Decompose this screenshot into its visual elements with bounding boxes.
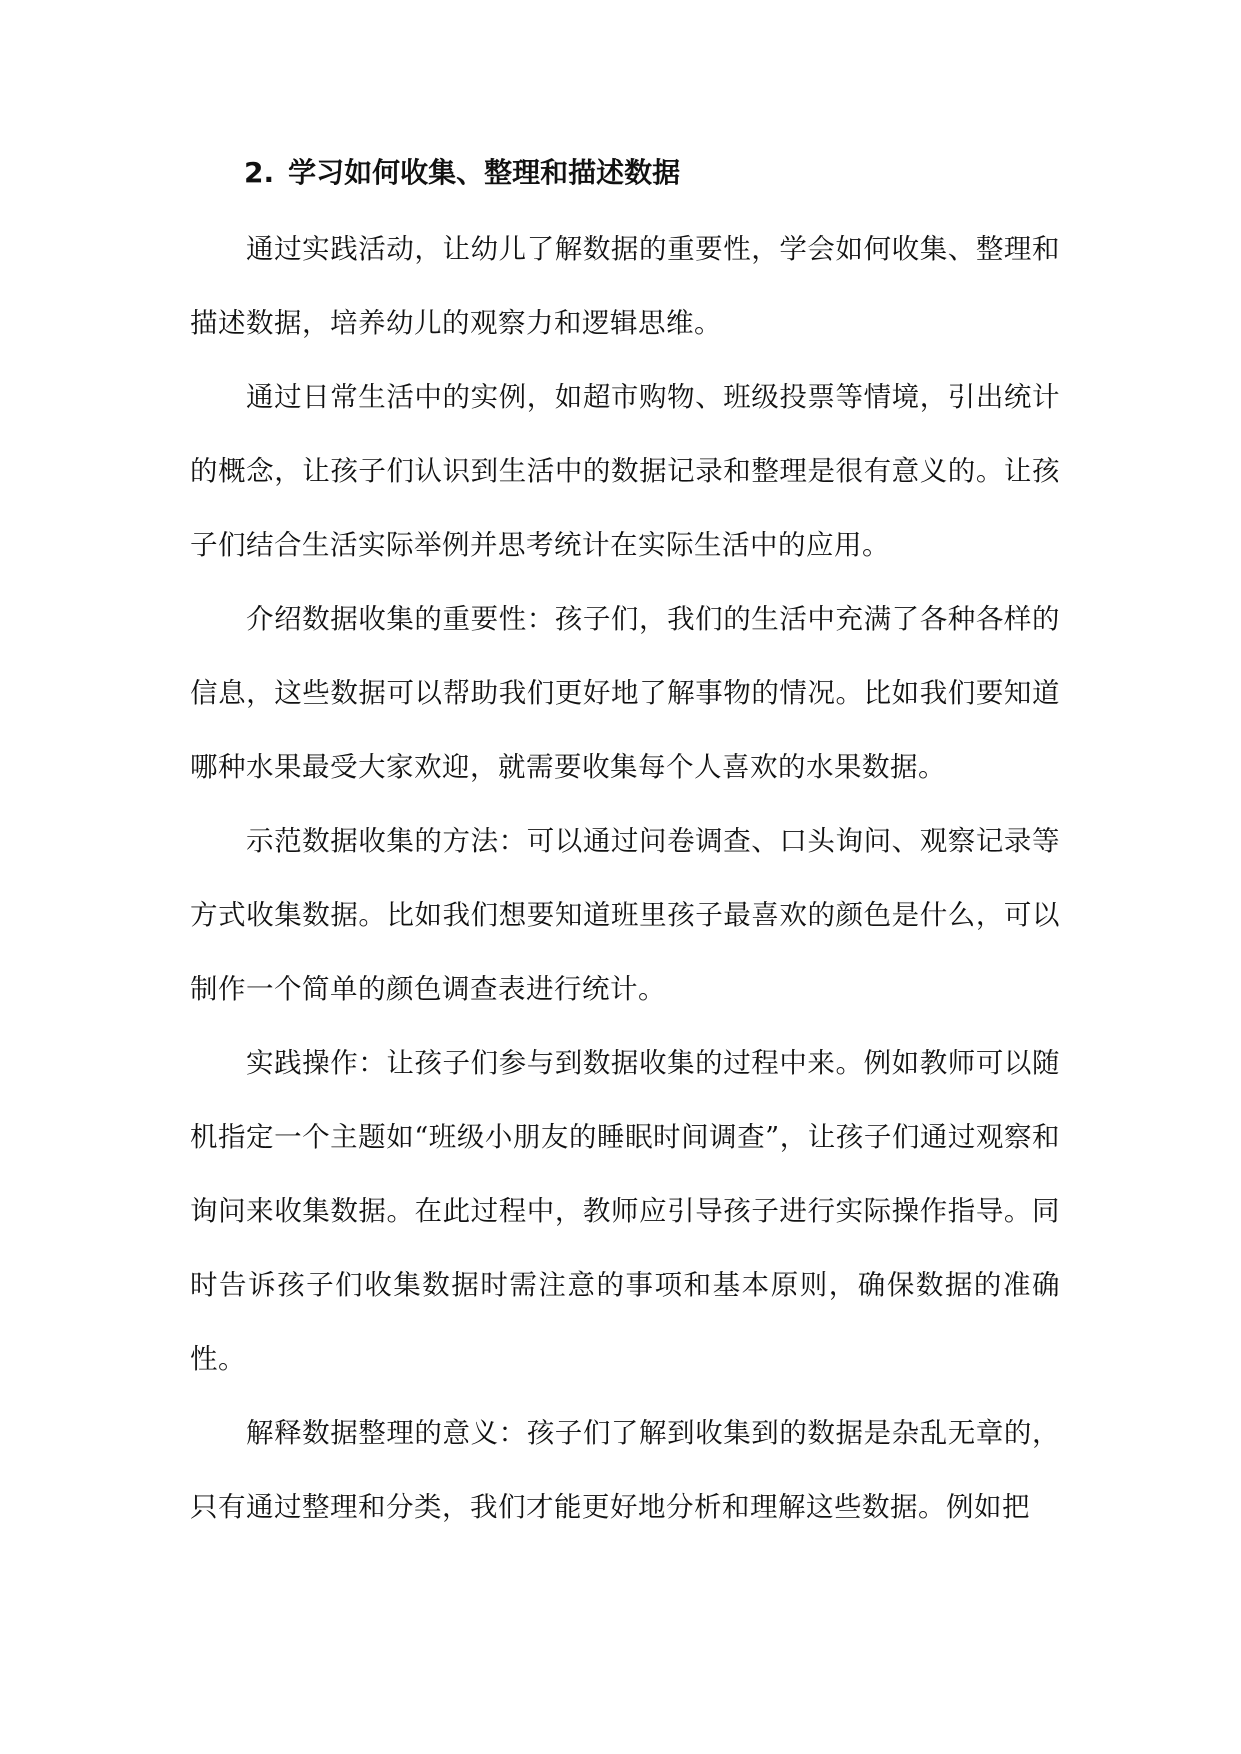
paragraph-collection-importance: 介绍数据收集的重要性：孩子们，我们的生活中充满了各种各样的信息，这些数据可以帮助我们更好地了解事物的情况。比如我们要知道哪种水果最受大家欢迎，就需要收集每个人喜欢的水果数据。 bbox=[190, 603, 1060, 783]
paragraph-practice: 实践操作：让孩子们参与到数据收集的过程中来。例如教师可以随机指定一个主题如“班级小朋友的睡眠时间调查”，让孩子们通过观察和询问来收集数据。在此过程中，教师应引导孩子进行实际操作指导。同时告诉孩子们收集数据时需注意的事项和基本原则，确保数据的准确性。 bbox=[190, 1047, 1060, 1375]
section-heading bbox=[190, 140, 1060, 206]
document-body bbox=[190, 140, 1060, 1544]
paragraph-intro: 通过实践活动，让幼儿了解数据的重要性，学会如何收集、整理和描述数据，培养幼儿的观察力和逻辑思维。 bbox=[190, 233, 1060, 339]
paragraph-organizing-meaning: 解释数据整理的意义：孩子们了解到收集到的数据是杂乱无章的，只有通过整理和分类，我们才能更好地分析和理解这些数据。例如把 bbox=[190, 1417, 1060, 1523]
section-title: 学习如何收集、整理和描述数据 bbox=[288, 156, 681, 189]
section-number: 2. bbox=[244, 156, 275, 189]
paragraph-collection-methods: 示范数据收集的方法：可以通过问卷调查、口头询问、观察记录等方式收集数据。比如我们想要知道班里孩子最喜欢的颜色是什么，可以制作一个简单的颜色调查表进行统计。 bbox=[190, 825, 1060, 1005]
paragraph-daily-examples: 通过日常生活中的实例，如超市购物、班级投票等情境，引出统计的概念，让孩子们认识到生活中的数据记录和整理是很有意义的。让孩子们结合生活实际举例并思考统计在实际生活中的应用。 bbox=[190, 381, 1060, 561]
